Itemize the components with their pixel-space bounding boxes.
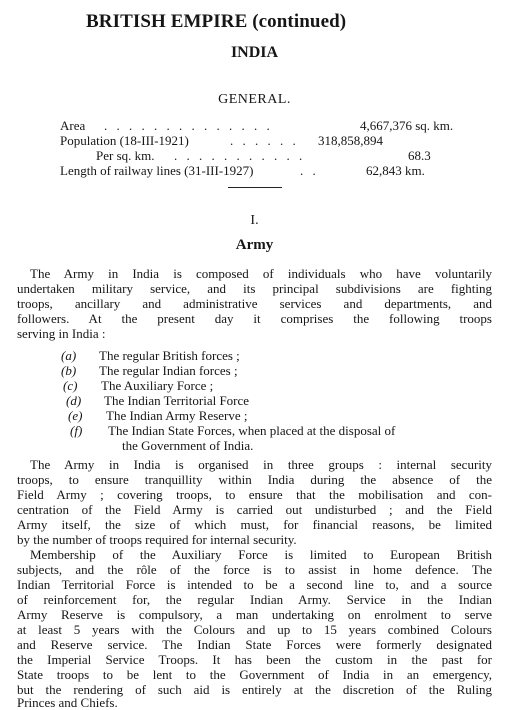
- text-line: the Imperial Service Troops. It has been the custom in the past for: [17, 652, 492, 667]
- text-line: centration of the Field Army is carried out undisturbed ; and the Field: [17, 502, 492, 517]
- leader-dots: . .: [300, 163, 319, 178]
- text-line: Princes and Chiefs.: [17, 695, 118, 710]
- stat-value: 62,843 km.: [366, 163, 425, 178]
- list-text: The regular Indian forces ;: [99, 363, 238, 378]
- stat-label: Population (18-III-1921): [60, 133, 189, 148]
- text-line: troops, ancillary and administrative services and departments, and: [17, 296, 492, 311]
- text-line: Field Army ; covering troops, to ensure that the mobilisation and con-: [17, 487, 492, 502]
- text-line: followers. At the present day it comprises the following troops: [17, 311, 492, 326]
- text-line: Army itself, the size of which must, for financial reasons, be limited: [17, 517, 492, 532]
- text-line: State troops to be lent to the Government of India in an emergency,: [17, 667, 492, 682]
- stat-label: Length of railway lines (31-III-1927): [60, 163, 254, 178]
- chapter-title: Army: [235, 237, 274, 253]
- text-line: Army Reserve is compulsory, a man undertaking on enrolment to serve: [17, 607, 492, 622]
- text-line: The Army in India is composed of individuals who have voluntarily: [30, 266, 492, 281]
- list-marker: (d): [66, 393, 82, 408]
- list-text: The regular British forces ;: [99, 348, 240, 363]
- text-line: Membership of the Auxiliary Force is limited to European British: [30, 547, 492, 562]
- text-line: and Reserve service. The Indian State Forces were formerly designated: [17, 637, 492, 652]
- text-line: The Army in India is organised in three groups : internal security: [30, 457, 492, 472]
- list-marker: (c): [63, 378, 78, 393]
- section-divider: [228, 187, 282, 188]
- chapter-number: I.: [250, 213, 259, 228]
- list-text: The Indian Army Reserve ;: [106, 408, 248, 423]
- stat-row-railways: [60, 163, 480, 178]
- text-line: subjects, and the rôle of the force is to assist in home defence. The: [17, 562, 492, 577]
- stat-row-density: [96, 148, 480, 163]
- stat-label: Per sq. km.: [96, 148, 155, 163]
- leader-dots: . . . . . . . . . . .: [174, 148, 306, 163]
- country-heading: INDIA: [230, 44, 279, 61]
- list-marker: (f): [70, 423, 83, 438]
- page-title: BRITISH EMPIRE (continued): [86, 11, 347, 32]
- stat-label: Area: [60, 118, 86, 133]
- list-text: The Indian State Forces, when placed at the disposal of: [108, 423, 396, 438]
- text-line: by the number of troops required for internal security.: [17, 532, 297, 547]
- text-line: troops, to ensure tranquillity within India during the absence of the: [17, 472, 492, 487]
- text-line: Indian Territorial Force is intended to be a second line to, and a source: [17, 577, 492, 592]
- list-text: The Auxiliary Force ;: [101, 378, 214, 393]
- leader-dots: . . . . . .: [230, 133, 299, 148]
- list-marker: (e): [68, 408, 83, 423]
- list-marker: (a): [61, 348, 77, 363]
- list-item-continuation: the Government of India.: [122, 438, 254, 453]
- text-line: of reinforcement for, the regular Indian Army. Service in the Indian: [17, 592, 492, 607]
- stat-value: 4,667,376 sq. km.: [360, 118, 454, 133]
- text-line: serving in India :: [17, 326, 106, 341]
- stat-row-population: [60, 133, 480, 148]
- text-line: but the rendering of such aid is entirely at the discretion of the Ruling: [17, 682, 492, 697]
- stat-row-area: [60, 118, 480, 133]
- text-line: undertaken military service, and its principal subdivisions are fighting: [17, 281, 492, 296]
- list-text: The Indian Territorial Force: [104, 393, 250, 408]
- text-line: at least 5 years with the Colours and up to 15 years combined Colours: [17, 622, 492, 637]
- stat-value: 318,858,894: [318, 133, 383, 148]
- section-heading: GENERAL.: [218, 92, 291, 107]
- list-marker: (b): [61, 363, 77, 378]
- leader-dots: . . . . . . . . . . . . . .: [104, 118, 273, 133]
- stat-value: 68.3: [408, 148, 431, 163]
